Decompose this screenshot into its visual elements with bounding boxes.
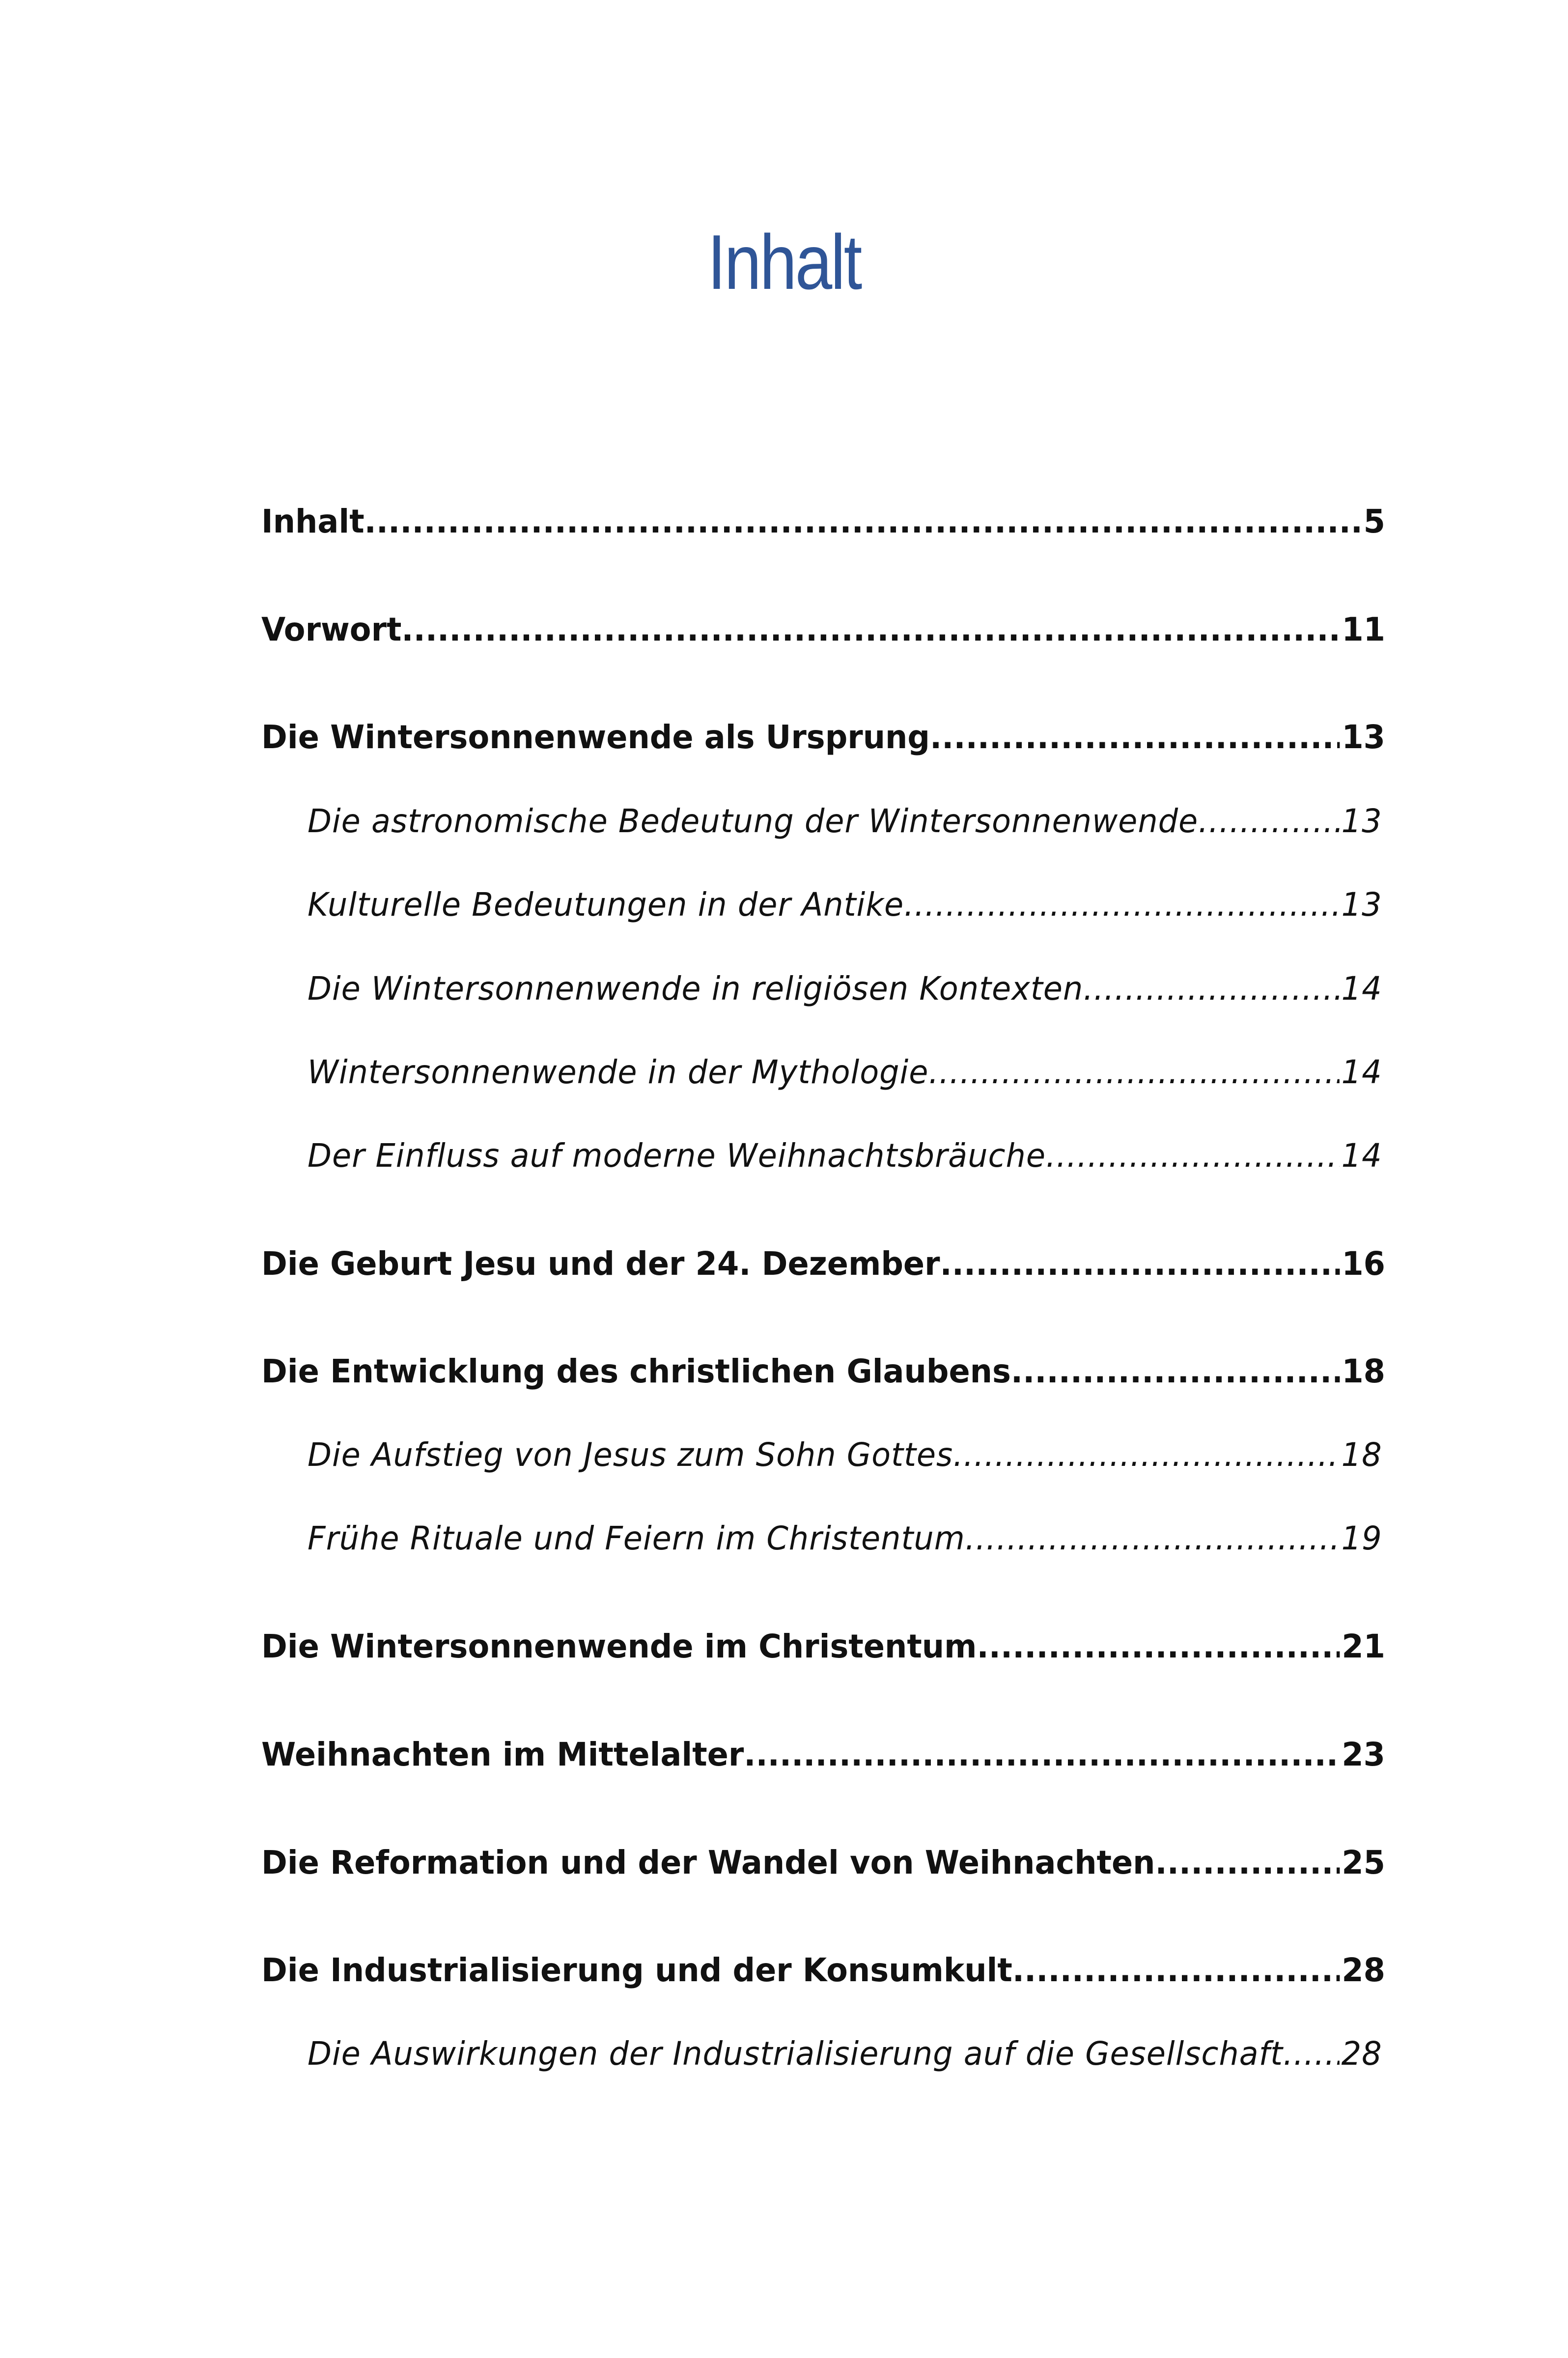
toc-entry-title: Die Wintersonnenwende im Christentum xyxy=(261,1628,977,1665)
toc-subentry[interactable] xyxy=(308,883,1382,927)
toc-entry-page: 13 xyxy=(1341,886,1382,924)
toc-entry-page: 28 xyxy=(1342,1951,1386,1989)
toc-entry-title: Inhalt xyxy=(261,503,364,540)
toc-entry-title: Die astronomische Bedeutung der Wintersonnenwende xyxy=(308,802,1199,840)
toc-entry-title: Die Wintersonnenwende in religiösen Kontexten xyxy=(308,970,1084,1008)
toc-entry-page: 14 xyxy=(1341,1137,1382,1175)
toc-entry-page: 21 xyxy=(1342,1628,1386,1665)
toc-entry-title: Der Einfluss auf moderne Weihnachtsbräuche xyxy=(308,1137,1046,1175)
page-heading: Inhalt xyxy=(707,219,861,306)
toc-entry-page: 13 xyxy=(1342,718,1386,756)
toc-leader-dots xyxy=(364,500,1362,544)
toc-leader-dots xyxy=(1083,967,1340,1011)
toc-entry-page: 5 xyxy=(1363,503,1386,540)
toc-leader-dots xyxy=(904,883,1340,927)
toc-entry-page: 23 xyxy=(1342,1736,1386,1773)
toc-entry-title: Die Reformation und der Wandel von Weihnachten xyxy=(261,1844,1155,1881)
toc-leader-dots xyxy=(1198,799,1340,843)
toc-entry[interactable] xyxy=(261,715,1385,759)
toc-leader-dots xyxy=(953,1433,1340,1477)
toc-entry-title: Weihnachten im Mittelalter xyxy=(261,1736,744,1773)
toc-leader-dots xyxy=(1011,1349,1340,1394)
toc-entry-title: Die Aufstieg von Jesus zum Sohn Gottes xyxy=(308,1436,953,1474)
toc-leader-dots xyxy=(928,1050,1339,1095)
toc-entry-title: Die Wintersonnenwende als Ursprung xyxy=(261,718,930,756)
toc-subentry[interactable] xyxy=(308,1516,1382,1561)
toc-entry-page: 19 xyxy=(1341,1519,1382,1557)
toc-leader-dots xyxy=(930,715,1340,759)
toc-entry[interactable] xyxy=(261,500,1385,544)
toc-entry[interactable] xyxy=(261,1242,1385,1286)
toc-entry-title: Die Entwicklung des christlichen Glaubens xyxy=(261,1352,1011,1390)
toc-entry-page: 14 xyxy=(1341,970,1382,1008)
toc-entry[interactable] xyxy=(261,1349,1385,1394)
toc-entry-page: 18 xyxy=(1341,1436,1382,1474)
toc-leader-dots xyxy=(1012,1948,1340,1993)
toc-entry[interactable] xyxy=(261,1733,1385,1777)
toc-leader-dots xyxy=(965,1516,1340,1561)
toc-entry-title: Frühe Rituale und Feiern im Christentum xyxy=(308,1519,965,1557)
toc-leader-dots xyxy=(401,608,1340,652)
toc-leader-dots xyxy=(744,1733,1340,1777)
toc-leader-dots xyxy=(940,1242,1340,1286)
toc-leader-dots xyxy=(977,1625,1340,1669)
toc-subentry[interactable] xyxy=(308,1433,1382,1477)
toc-entry-page: 13 xyxy=(1341,802,1382,840)
toc-entry-title: Vorwort xyxy=(261,611,402,648)
toc-entry-title: Die Auswirkungen der Industrialisierung auf die Gesellschaft xyxy=(308,2035,1283,2073)
toc-entry[interactable] xyxy=(261,608,1385,652)
toc-entry-page: 16 xyxy=(1342,1245,1386,1283)
toc-subentry[interactable] xyxy=(308,967,1382,1011)
toc-leader-dots xyxy=(1155,1841,1340,1885)
toc-entry[interactable] xyxy=(261,1841,1385,1885)
toc-leader-dots xyxy=(1283,2032,1340,2076)
toc-entry-page: 11 xyxy=(1342,611,1386,648)
toc-entry-title: Kulturelle Bedeutungen in der Antike xyxy=(308,886,904,924)
toc-subentry[interactable] xyxy=(308,2032,1382,2076)
toc-entry-title: Die Geburt Jesu und der 24. Dezember xyxy=(261,1245,940,1283)
toc-subentry[interactable] xyxy=(308,1050,1382,1095)
toc-entry-page: 28 xyxy=(1341,2035,1382,2073)
toc-subentry[interactable] xyxy=(308,799,1382,843)
toc-entry-page: 18 xyxy=(1342,1352,1386,1390)
toc-entry[interactable] xyxy=(261,1625,1385,1669)
toc-entry-title: Die Industrialisierung und der Konsumkult xyxy=(261,1951,1012,1989)
toc-subentry[interactable] xyxy=(308,1134,1382,1178)
toc-entry-title: Wintersonnenwende in der Mythologie xyxy=(308,1053,929,1091)
toc-leader-dots xyxy=(1046,1134,1340,1178)
toc-entry[interactable] xyxy=(261,1948,1385,1993)
toc-entry-page: 14 xyxy=(1341,1053,1382,1091)
toc-entry-page: 25 xyxy=(1342,1844,1386,1881)
